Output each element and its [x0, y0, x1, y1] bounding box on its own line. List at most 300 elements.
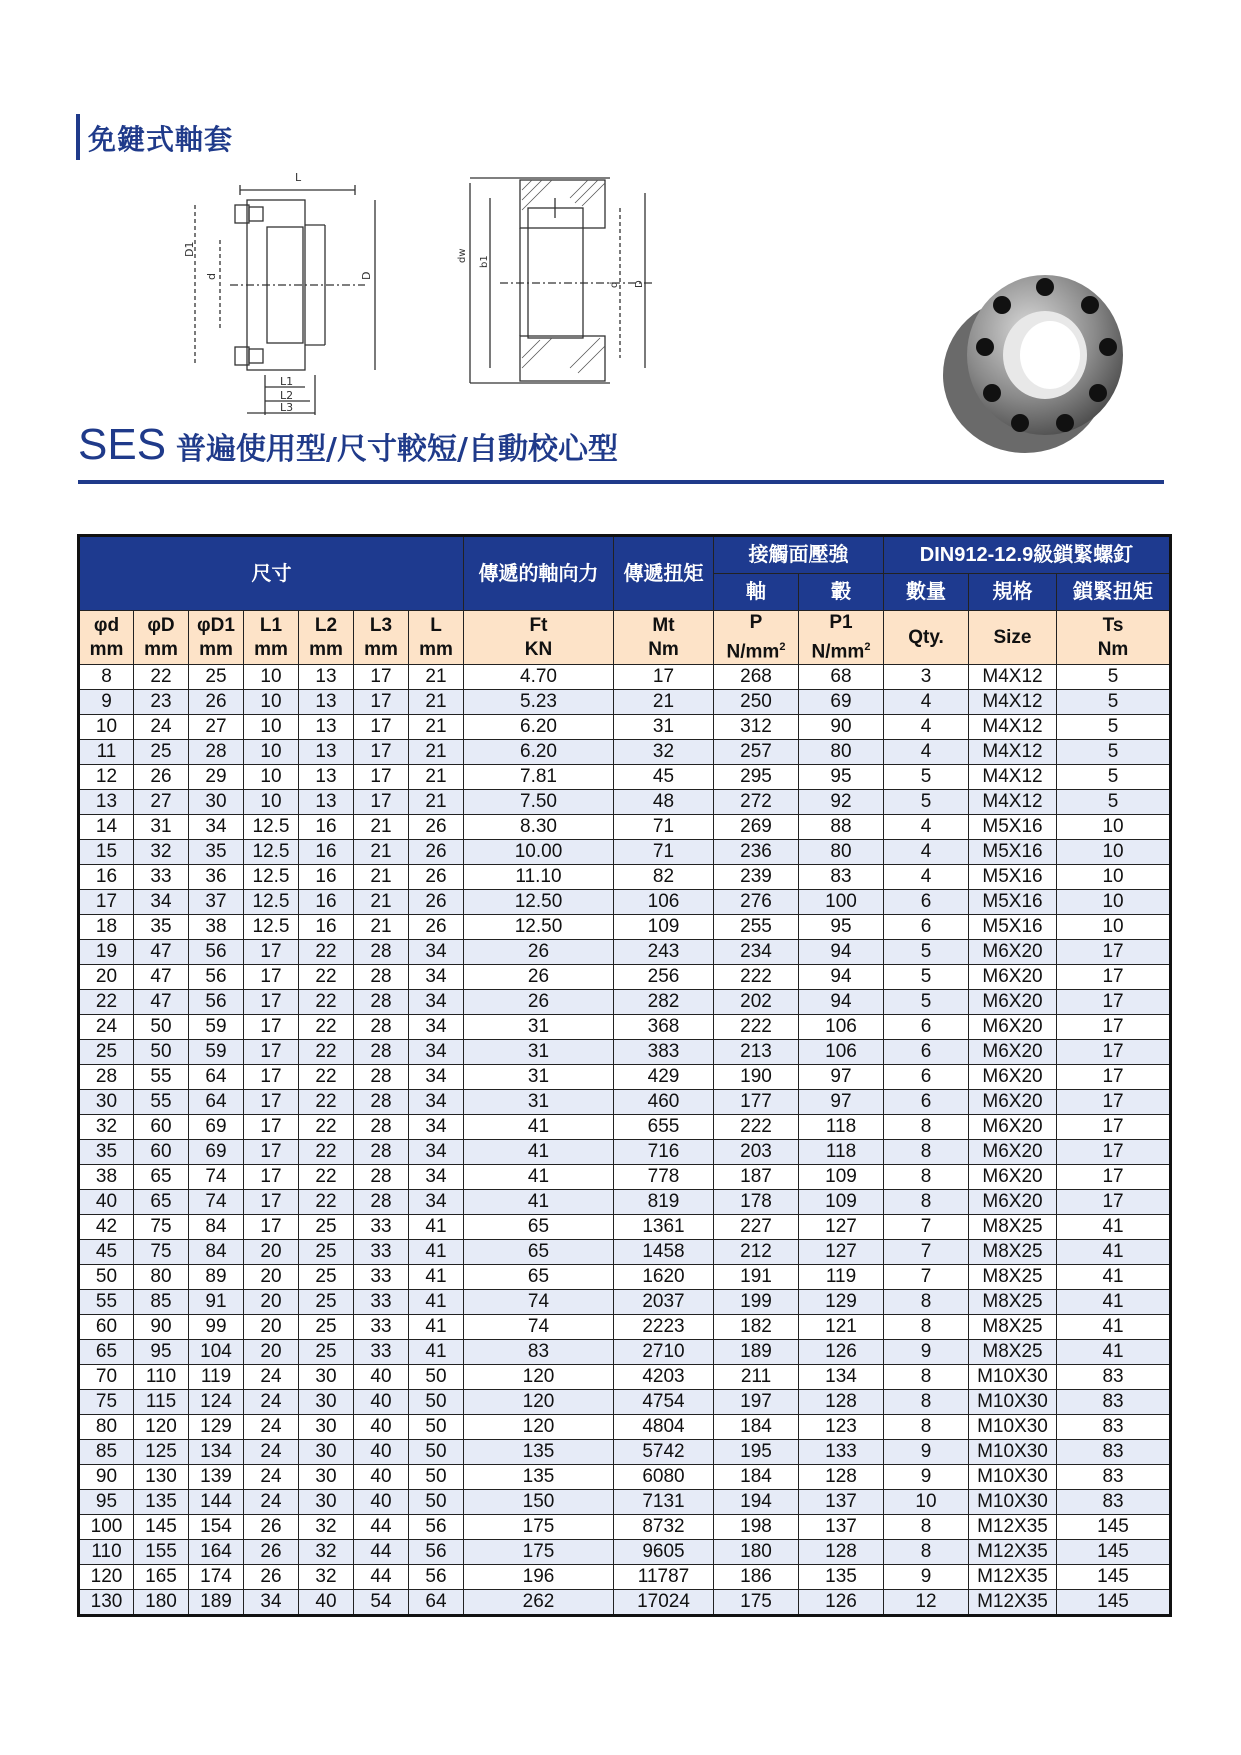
table-cell: 2710: [614, 1340, 714, 1365]
column-header-2: [189, 611, 244, 665]
table-cell: 12.50: [464, 915, 614, 940]
table-cell: 130: [79, 1590, 134, 1616]
table-cell: 41: [1057, 1290, 1171, 1315]
table-cell: 7.81: [464, 765, 614, 790]
table-cell: 1620: [614, 1265, 714, 1290]
table-cell: 25: [299, 1265, 354, 1290]
table-cell: 7.50: [464, 790, 614, 815]
table-cell: 106: [614, 890, 714, 915]
table-cell: 25: [79, 1040, 134, 1065]
header-shaft: 軸: [714, 574, 799, 611]
table-cell: 31: [464, 1090, 614, 1115]
table-cell: 13: [299, 665, 354, 690]
table-cell: 23: [134, 690, 189, 715]
table-cell: 90: [134, 1315, 189, 1340]
table-cell: 65: [79, 1340, 134, 1365]
table-cell: 17: [1057, 1140, 1171, 1165]
table-cell: 6: [884, 890, 969, 915]
table-cell: 38: [79, 1165, 134, 1190]
table-cell: 202: [714, 990, 799, 1015]
table-cell: 17: [244, 1065, 299, 1090]
table-cell: 88: [799, 815, 884, 840]
table-cell: 4: [884, 815, 969, 840]
table-cell: 17: [244, 1140, 299, 1165]
table-cell: 5.23: [464, 690, 614, 715]
table-cell: 16: [299, 890, 354, 915]
table-cell: 109: [799, 1165, 884, 1190]
table-cell: M4X12: [969, 765, 1057, 790]
table-cell: 22: [299, 1190, 354, 1215]
table-cell: 17: [1057, 1190, 1171, 1215]
table-cell: M10X30: [969, 1440, 1057, 1465]
column-symbol: L3: [369, 614, 393, 636]
table-cell: 65: [464, 1215, 614, 1240]
table-cell: 8: [884, 1190, 969, 1215]
table-row: [79, 1390, 1171, 1415]
table-cell: 22: [134, 665, 189, 690]
table-cell: 26: [464, 965, 614, 990]
label-b1: b1: [479, 255, 490, 268]
table-cell: 134: [799, 1365, 884, 1390]
table-cell: 135: [464, 1465, 614, 1490]
table-cell: 16: [299, 865, 354, 890]
table-cell: 65: [464, 1265, 614, 1290]
table-cell: 115: [134, 1390, 189, 1415]
table-cell: M10X30: [969, 1415, 1057, 1440]
table-cell: 85: [79, 1440, 134, 1465]
column-header-6: [409, 611, 464, 665]
table-cell: 33: [134, 865, 189, 890]
table-cell: M6X20: [969, 1165, 1057, 1190]
table-cell: 13: [299, 715, 354, 740]
table-cell: 195: [714, 1440, 799, 1465]
table-row: [79, 1315, 1171, 1340]
table-cell: 10: [884, 1490, 969, 1515]
table-cell: 4: [884, 865, 969, 890]
table-cell: 2037: [614, 1290, 714, 1315]
table-cell: M6X20: [969, 965, 1057, 990]
table-cell: 180: [134, 1590, 189, 1616]
table-cell: 30: [299, 1415, 354, 1440]
label-L3: L3: [280, 401, 294, 414]
table-cell: 137: [799, 1490, 884, 1515]
table-cell: 25: [299, 1340, 354, 1365]
table-cell: 41: [1057, 1265, 1171, 1290]
table-cell: 137: [799, 1515, 884, 1540]
table-row: [79, 890, 1171, 915]
table-cell: 13: [299, 790, 354, 815]
table-cell: 97: [799, 1090, 884, 1115]
table-cell: 164: [189, 1540, 244, 1565]
table-cell: 129: [799, 1290, 884, 1315]
table-cell: 28: [354, 1115, 409, 1140]
table-cell: 25: [299, 1290, 354, 1315]
table-cell: 8: [884, 1515, 969, 1540]
table-cell: 74: [189, 1165, 244, 1190]
table-row: [79, 840, 1171, 865]
table-cell: 65: [134, 1190, 189, 1215]
table-row: [79, 1090, 1171, 1115]
column-unit: mm: [199, 638, 233, 660]
table-cell: 34: [409, 1115, 464, 1140]
table-cell: 80: [799, 840, 884, 865]
table-cell: 50: [409, 1365, 464, 1390]
table-cell: 4.70: [464, 665, 614, 690]
table-cell: M6X20: [969, 1090, 1057, 1115]
column-header-3: [244, 611, 299, 665]
table-row: [79, 1515, 1171, 1540]
table-cell: 133: [799, 1440, 884, 1465]
table-cell: 6.20: [464, 715, 614, 740]
table-cell: 80: [79, 1415, 134, 1440]
table-cell: 175: [714, 1590, 799, 1616]
table-row: [79, 1040, 1171, 1065]
table-cell: 272: [714, 790, 799, 815]
table-cell: 5: [884, 790, 969, 815]
table-cell: 4: [884, 690, 969, 715]
column-symbol: φD1: [197, 614, 235, 636]
table-cell: 5: [884, 965, 969, 990]
table-cell: 135: [134, 1490, 189, 1515]
table-cell: M12X35: [969, 1565, 1057, 1590]
header-hub: 轂: [799, 574, 884, 611]
table-cell: 7: [884, 1215, 969, 1240]
table-cell: 10: [79, 715, 134, 740]
table-cell: M12X35: [969, 1540, 1057, 1565]
table-cell: 40: [354, 1465, 409, 1490]
table-cell: 34: [409, 1090, 464, 1115]
table-cell: M6X20: [969, 1115, 1057, 1140]
table-cell: 8: [884, 1390, 969, 1415]
table-cell: 30: [299, 1465, 354, 1490]
table-cell: 18: [79, 915, 134, 940]
table-cell: 92: [799, 790, 884, 815]
table-cell: 243: [614, 940, 714, 965]
table-cell: M10X30: [969, 1390, 1057, 1415]
column-symbol: P1: [829, 612, 853, 633]
table-cell: 95: [799, 765, 884, 790]
table-row: [79, 1115, 1171, 1140]
table-cell: 5: [1057, 715, 1171, 740]
table-cell: 50: [409, 1490, 464, 1515]
table-cell: 1458: [614, 1240, 714, 1265]
table-cell: 60: [134, 1140, 189, 1165]
table-cell: 139: [189, 1465, 244, 1490]
table-cell: 10: [1057, 840, 1171, 865]
table-cell: 10: [1057, 890, 1171, 915]
column-symbol: Qty.: [908, 626, 944, 648]
table-cell: M6X20: [969, 1015, 1057, 1040]
table-cell: M5X16: [969, 890, 1057, 915]
table-cell: 99: [189, 1315, 244, 1340]
column-header-4: [299, 611, 354, 665]
table-cell: 25: [299, 1315, 354, 1340]
table-cell: 155: [134, 1540, 189, 1565]
table-cell: 17: [79, 890, 134, 915]
table-cell: 17: [1057, 1090, 1171, 1115]
table-cell: 33: [354, 1340, 409, 1365]
table-cell: 30: [189, 790, 244, 815]
table-cell: 119: [189, 1365, 244, 1390]
table-cell: 21: [409, 790, 464, 815]
table-cell: 250: [714, 690, 799, 715]
table-cell: 17: [1057, 1165, 1171, 1190]
table-cell: 21: [354, 890, 409, 915]
table-row: [79, 690, 1171, 715]
table-cell: 20: [244, 1265, 299, 1290]
table-cell: 8: [884, 1115, 969, 1140]
table-cell: 128: [799, 1390, 884, 1415]
table-cell: 22: [299, 1165, 354, 1190]
column-header-9: [714, 611, 799, 665]
table-cell: 41: [409, 1315, 464, 1340]
table-cell: 186: [714, 1565, 799, 1590]
table-cell: 30: [299, 1390, 354, 1415]
table-cell: 24: [79, 1015, 134, 1040]
table-cell: 26: [189, 690, 244, 715]
table-cell: 41: [409, 1340, 464, 1365]
table-cell: 4804: [614, 1415, 714, 1440]
table-cell: 10: [1057, 865, 1171, 890]
table-row: [79, 715, 1171, 740]
table-cell: 34: [409, 965, 464, 990]
column-unit: mm: [364, 638, 398, 660]
table-row: [79, 1265, 1171, 1290]
table-cell: 119: [799, 1265, 884, 1290]
table-cell: 211: [714, 1365, 799, 1390]
column-symbol: L2: [314, 614, 338, 636]
table-cell: 5: [1057, 790, 1171, 815]
table-cell: 34: [409, 1190, 464, 1215]
table-cell: 30: [79, 1090, 134, 1115]
table-cell: 41: [1057, 1240, 1171, 1265]
column-unit: mm: [254, 638, 288, 660]
table-cell: 95: [134, 1340, 189, 1365]
table-cell: M6X20: [969, 1190, 1057, 1215]
table-cell: 32: [299, 1565, 354, 1590]
column-symbol: P: [749, 612, 763, 633]
table-cell: 118: [799, 1115, 884, 1140]
table-row: [79, 765, 1171, 790]
table-cell: M8X25: [969, 1340, 1057, 1365]
table-cell: 41: [409, 1240, 464, 1265]
series-divider: [78, 480, 1164, 484]
column-header-5: [354, 611, 409, 665]
table-cell: 28: [354, 965, 409, 990]
table-cell: 83: [1057, 1440, 1171, 1465]
table-cell: 71: [614, 815, 714, 840]
table-cell: 26: [244, 1540, 299, 1565]
table-cell: M8X25: [969, 1265, 1057, 1290]
table-cell: 33: [354, 1215, 409, 1240]
table-cell: 83: [1057, 1365, 1171, 1390]
table-cell: 21: [354, 865, 409, 890]
table-cell: 21: [614, 690, 714, 715]
table-cell: 89: [189, 1265, 244, 1290]
table-cell: 70: [79, 1365, 134, 1390]
table-cell: 312: [714, 715, 799, 740]
table-cell: 8732: [614, 1515, 714, 1540]
table-cell: 256: [614, 965, 714, 990]
table-cell: 175: [464, 1540, 614, 1565]
table-cell: 22: [299, 940, 354, 965]
table-cell: 83: [1057, 1390, 1171, 1415]
table-cell: 17: [244, 1015, 299, 1040]
table-cell: 222: [714, 1015, 799, 1040]
table-cell: 64: [409, 1590, 464, 1616]
table-cell: 25: [134, 740, 189, 765]
table-cell: 22: [299, 1065, 354, 1090]
table-cell: 5: [1057, 765, 1171, 790]
table-cell: 655: [614, 1115, 714, 1140]
table-cell: M6X20: [969, 1065, 1057, 1090]
table-cell: 56: [409, 1515, 464, 1540]
table-row: [79, 1565, 1171, 1590]
table-cell: 213: [714, 1040, 799, 1065]
table-cell: M8X25: [969, 1315, 1057, 1340]
table-cell: 128: [799, 1465, 884, 1490]
table-cell: 26: [464, 990, 614, 1015]
table-row: [79, 1340, 1171, 1365]
table-cell: 56: [189, 965, 244, 990]
table-cell: 55: [134, 1090, 189, 1115]
table-cell: 21: [409, 690, 464, 715]
table-cell: 45: [614, 765, 714, 790]
table-cell: 8: [884, 1365, 969, 1390]
table-cell: 13: [299, 765, 354, 790]
table-cell: 194: [714, 1490, 799, 1515]
table-cell: 145: [1057, 1515, 1171, 1540]
table-cell: 9: [884, 1565, 969, 1590]
table-row: [79, 740, 1171, 765]
table-cell: 106: [799, 1015, 884, 1040]
table-cell: 95: [79, 1490, 134, 1515]
table-row: [79, 1140, 1171, 1165]
column-symbol: φd: [93, 614, 120, 636]
table-cell: 21: [409, 765, 464, 790]
column-header-row: [79, 611, 1171, 665]
table-cell: 75: [134, 1240, 189, 1265]
table-cell: 5: [1057, 665, 1171, 690]
table-row: [79, 1015, 1171, 1040]
table-cell: 12.5: [244, 915, 299, 940]
table-cell: 26: [409, 915, 464, 940]
table-cell: 239: [714, 865, 799, 890]
table-cell: 29: [189, 765, 244, 790]
table-cell: 34: [409, 1065, 464, 1090]
table-cell: M6X20: [969, 940, 1057, 965]
column-symbol: Mt: [652, 614, 675, 636]
table-cell: 41: [409, 1265, 464, 1290]
table-row: [79, 940, 1171, 965]
table-cell: 6: [884, 1040, 969, 1065]
header-axial-force: 傳遞的軸向力: [464, 536, 614, 611]
table-cell: 24: [244, 1365, 299, 1390]
table-cell: 282: [614, 990, 714, 1015]
table-cell: 28: [189, 740, 244, 765]
table-cell: 17: [1057, 990, 1171, 1015]
table-cell: 69: [799, 690, 884, 715]
table-cell: 56: [409, 1540, 464, 1565]
table-cell: 12.5: [244, 815, 299, 840]
table-cell: 44: [354, 1540, 409, 1565]
table-cell: 8: [884, 1140, 969, 1165]
table-cell: 234: [714, 940, 799, 965]
column-header-7: [464, 611, 614, 665]
table-cell: M8X25: [969, 1240, 1057, 1265]
table-cell: 40: [354, 1490, 409, 1515]
table-cell: 154: [189, 1515, 244, 1540]
column-unit-sup: 2: [864, 641, 871, 653]
table-row: [79, 1165, 1171, 1190]
table-cell: 106: [799, 1040, 884, 1065]
table-cell: 145: [1057, 1565, 1171, 1590]
table-cell: 32: [299, 1540, 354, 1565]
column-symbol: L: [430, 614, 442, 636]
table-cell: 34: [409, 940, 464, 965]
table-cell: 1361: [614, 1215, 714, 1240]
table-cell: 31: [134, 815, 189, 840]
table-cell: 21: [354, 915, 409, 940]
column-unit: Nm: [648, 638, 679, 660]
table-cell: 34: [189, 815, 244, 840]
table-row: [79, 1590, 1171, 1616]
table-cell: 17: [354, 665, 409, 690]
column-unit: mm: [419, 638, 453, 660]
table-cell: 5: [1057, 740, 1171, 765]
table-cell: 16: [299, 915, 354, 940]
table-cell: 17: [244, 965, 299, 990]
table-cell: 129: [189, 1415, 244, 1440]
table-cell: 6080: [614, 1465, 714, 1490]
table-cell: 276: [714, 890, 799, 915]
section-title: 免鍵式軸套: [88, 123, 234, 156]
table-cell: 40: [354, 1415, 409, 1440]
table-cell: M4X12: [969, 715, 1057, 740]
table-cell: 135: [799, 1565, 884, 1590]
table-cell: 16: [79, 865, 134, 890]
header-pressure: 接觸面壓強: [714, 536, 884, 574]
table-cell: 236: [714, 840, 799, 865]
table-cell: 26: [409, 890, 464, 915]
table-cell: 40: [354, 1440, 409, 1465]
table-cell: 124: [189, 1390, 244, 1415]
table-cell: 83: [1057, 1465, 1171, 1490]
table-cell: 17: [244, 1165, 299, 1190]
table-cell: 10.00: [464, 840, 614, 865]
table-cell: M4X12: [969, 740, 1057, 765]
header-torque: 傳遞扭矩: [614, 536, 714, 611]
table-cell: M5X16: [969, 865, 1057, 890]
table-cell: 177: [714, 1090, 799, 1115]
table-cell: 134: [189, 1440, 244, 1465]
table-cell: 40: [354, 1390, 409, 1415]
table-cell: 26: [409, 865, 464, 890]
table-cell: 41: [1057, 1315, 1171, 1340]
column-unit: mm: [309, 638, 343, 660]
table-cell: 429: [614, 1065, 714, 1090]
table-cell: 15: [79, 840, 134, 865]
table-cell: 21: [409, 715, 464, 740]
table-cell: 212: [714, 1240, 799, 1265]
table-cell: 75: [134, 1215, 189, 1240]
table-cell: 109: [614, 915, 714, 940]
table-cell: 4203: [614, 1365, 714, 1390]
table-cell: 34: [134, 890, 189, 915]
table-cell: 85: [134, 1290, 189, 1315]
table-cell: 5: [884, 765, 969, 790]
table-cell: 36: [189, 865, 244, 890]
